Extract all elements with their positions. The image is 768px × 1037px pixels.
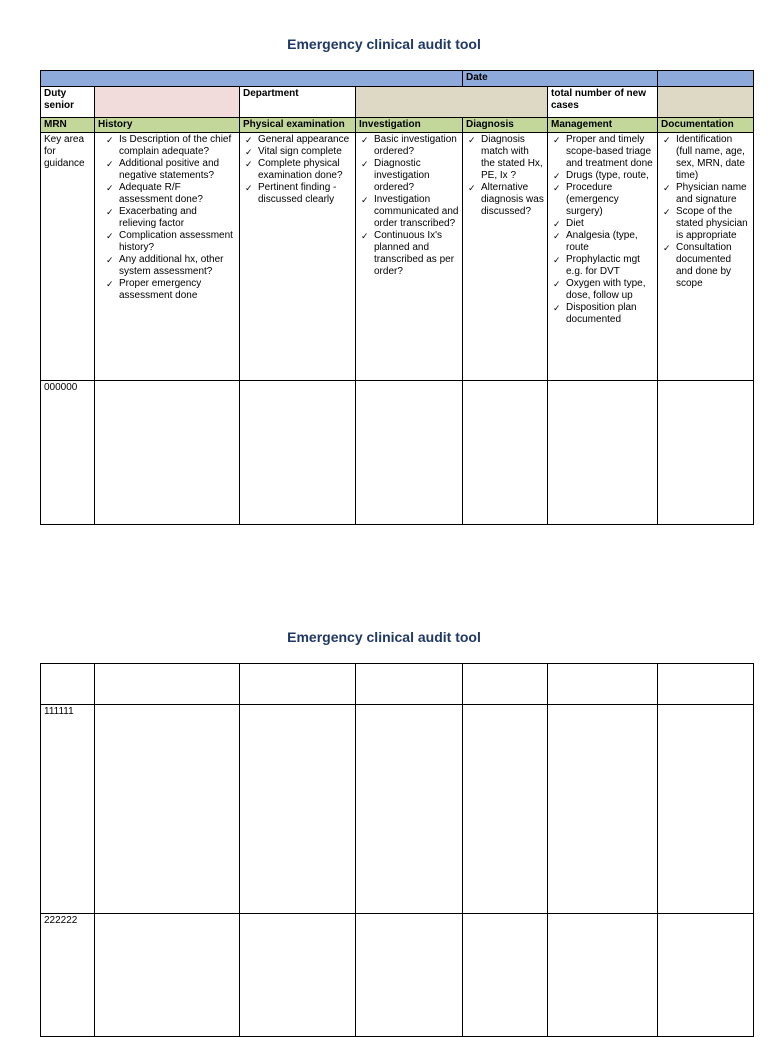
date-row-spacer — [41, 71, 463, 87]
checklist-item: ✓ Physician name and signature — [661, 182, 750, 206]
checklist-item: ✓ Continuous Ix's planned and transcribed as per order? — [359, 230, 459, 278]
record-physical-cell[interactable] — [240, 914, 356, 1037]
header-mrn: MRN — [41, 118, 95, 133]
record-physical-cell[interactable] — [240, 381, 356, 525]
checklist-item: ✓ Prophylactic mgt e.g. for DVT — [551, 254, 654, 278]
header-management: Management — [548, 118, 658, 133]
record-management-cell[interactable] — [548, 914, 658, 1037]
guidance-row — [41, 133, 754, 381]
blank-header-row — [41, 664, 754, 705]
page-title: Emergency clinical audit tool — [287, 36, 481, 52]
audit-table-2 — [40, 663, 754, 1037]
checklist-item: ✓ Exacerbating and relieving factor — [98, 206, 236, 230]
record-diagnosis-cell[interactable] — [463, 381, 548, 525]
record-investigation-cell[interactable] — [356, 914, 463, 1037]
checklist-item: ✓ Diagnosis match with the stated Hx, PE, Ix ? — [466, 134, 544, 182]
record-mrn: 000000 — [41, 381, 95, 525]
record-row — [41, 705, 754, 914]
department-value[interactable] — [356, 87, 548, 118]
total-cases-value[interactable] — [658, 87, 754, 118]
header-history: History — [95, 118, 240, 133]
checklist-item: ✓ Complete physical examination done? — [243, 158, 352, 182]
guidance-label: Key area for guidance — [41, 133, 95, 381]
blank-cell[interactable] — [95, 664, 240, 705]
date-row — [41, 71, 754, 87]
header-investigation: Investigation — [356, 118, 463, 133]
checklist-item: ✓ Vital sign complete — [243, 146, 352, 158]
record-investigation-cell[interactable] — [356, 705, 463, 914]
guidance-history — [95, 133, 240, 381]
checklist-item: ✓ Oxygen with type, dose, follow up — [551, 278, 654, 302]
record-management-cell[interactable] — [548, 705, 658, 914]
record-diagnosis-cell[interactable] — [463, 914, 548, 1037]
guidance-management — [548, 133, 658, 381]
audit-table — [40, 70, 754, 525]
duty-senior-value[interactable] — [95, 87, 240, 118]
blank-cell[interactable] — [356, 664, 463, 705]
blank-cell[interactable] — [548, 664, 658, 705]
checklist-item: ✓ Drugs (type, route, — [551, 170, 654, 182]
checklist-item: ✓ Proper and timely scope-based triage and treatment done — [551, 134, 654, 170]
date-value[interactable] — [658, 71, 754, 87]
checklist-item: ✓ Disposition plan documented — [551, 302, 654, 326]
checklist-item: ✓ Consultation documented and done by scope — [661, 242, 750, 290]
blank-cell[interactable] — [658, 664, 754, 705]
duty-senior-label: Duty senior — [41, 87, 95, 118]
blank-cell[interactable] — [463, 664, 548, 705]
blank-cell[interactable] — [240, 664, 356, 705]
checklist-item: ✓ Complication assessment history? — [98, 230, 236, 254]
department-label: Department — [240, 87, 356, 118]
checklist-item: ✓ General appearance — [243, 134, 352, 146]
guidance-documentation — [658, 133, 754, 381]
record-documentation-cell[interactable] — [658, 381, 754, 525]
record-row — [41, 914, 754, 1037]
checklist-item: ✓ Scope of the stated physician is appropriate — [661, 206, 750, 242]
record-documentation-cell[interactable] — [658, 914, 754, 1037]
record-documentation-cell[interactable] — [658, 705, 754, 914]
record-management-cell[interactable] — [548, 381, 658, 525]
record-history-cell[interactable] — [95, 705, 240, 914]
checklist-item: ✓ Basic investigation ordered? — [359, 134, 459, 158]
guidance-physical-examination — [240, 133, 356, 381]
checklist-item: ✓ Additional positive and negative statements? — [98, 158, 236, 182]
header-diagnosis: Diagnosis — [463, 118, 548, 133]
header-row — [41, 118, 754, 133]
page-title-2: Emergency clinical audit tool — [287, 629, 481, 645]
record-diagnosis-cell[interactable] — [463, 705, 548, 914]
guidance-diagnosis — [463, 133, 548, 381]
checklist-item: ✓ Diagnostic investigation ordered? — [359, 158, 459, 194]
record-mrn: 111111 — [41, 705, 95, 914]
record-history-cell[interactable] — [95, 381, 240, 525]
header-documentation: Documentation — [658, 118, 754, 133]
checklist-item: ✓ Pertinent finding - discussed clearly — [243, 182, 352, 206]
checklist-item: ✓ Any additional hx, other system assessment? — [98, 254, 236, 278]
checklist-item: ✓ Adequate R/F assessment done? — [98, 182, 236, 206]
date-label: Date — [463, 71, 658, 87]
duty-senior-row — [41, 87, 754, 118]
checklist-item: ✓ Identification (full name, age, sex, MRN, date time) — [661, 134, 750, 182]
checklist-item: ✓ Proper emergency assessment done — [98, 278, 236, 302]
checklist-item: ✓ Analgesia (type, route — [551, 230, 654, 254]
checklist-item: ✓ Alternative diagnosis was discussed? — [466, 182, 544, 218]
header-physical-examination: Physical examination — [240, 118, 356, 133]
record-mrn: 222222 — [41, 914, 95, 1037]
blank-cell[interactable] — [41, 664, 95, 705]
checklist-item: ✓ Is Description of the chief complain adequate? — [98, 134, 236, 158]
record-investigation-cell[interactable] — [356, 381, 463, 525]
total-cases-label: total number of new cases — [548, 87, 658, 118]
record-row — [41, 381, 754, 525]
record-physical-cell[interactable] — [240, 705, 356, 914]
record-history-cell[interactable] — [95, 914, 240, 1037]
checklist-item: ✓ Diet — [551, 218, 654, 230]
checklist-item: ✓ Procedure (emergency surgery) — [551, 182, 654, 218]
guidance-investigation — [356, 133, 463, 381]
checklist-item: ✓ Investigation communicated and order transcribed? — [359, 194, 459, 230]
